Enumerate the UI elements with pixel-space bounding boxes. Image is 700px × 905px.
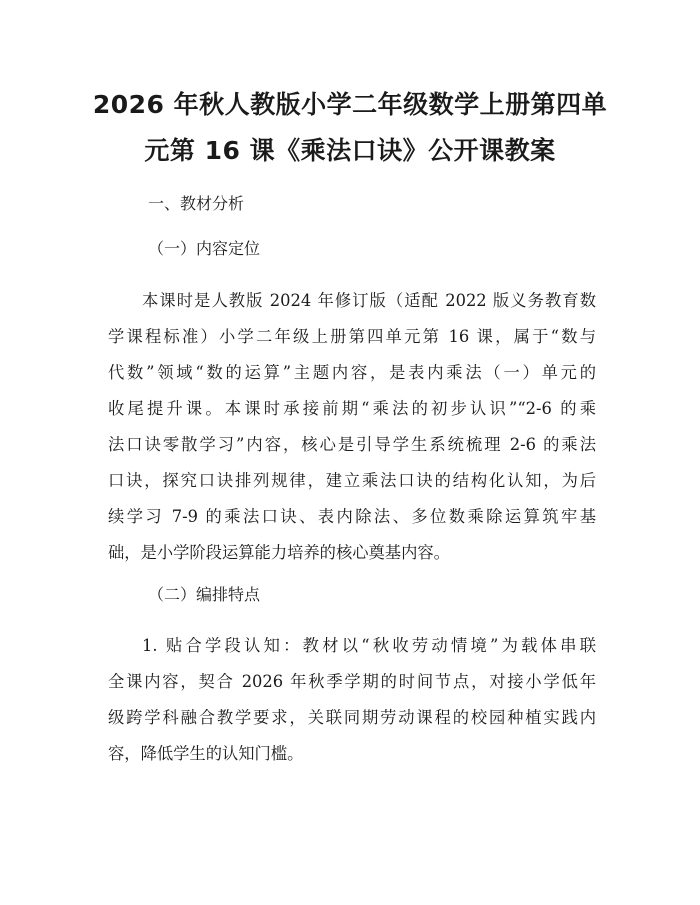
paragraph-line: 全课内容，契合 2026 年秋季学期的时间节点，对接小学低年 [108, 672, 596, 691]
document-title-line-1: 2026 年秋人教版小学二年级数学上册第四单 [92, 90, 608, 119]
paragraph-line: 础，是小学阶段运算能力培养的核心奠基内容。 [108, 543, 450, 562]
paragraph-line: 代数”领域“数的运算”主题内容，是表内乘法（一）单元的 [108, 363, 596, 382]
paragraph-line: 续学习 7-9 的乘法口诀、表内除法、多位数乘除运算筑牢基 [108, 507, 596, 526]
paragraph-line: 学课程标准）小学二年级上册第四单元第 16 课，属于“数与 [108, 327, 596, 346]
paragraph-line: 容，降低学生的认知门槛。 [108, 744, 304, 763]
paragraph-layout-features [108, 628, 596, 772]
subsection-heading-content-positioning: （一）内容定位 [148, 239, 261, 258]
document-title-line-2: 元第 16 课《乘法口诀》公开课教案 [144, 136, 556, 165]
paragraph-line: 口诀，探究口诀排列规律，建立乘法口诀的结构化认知，为后 [108, 471, 596, 490]
paragraph-line: 本课时是人教版 2024 年修订版（适配 2022 版义务教育数 [142, 291, 596, 310]
paragraph-line: 法口诀零散学习”内容，核心是引导学生系统梳理 2-6 的乘法 [108, 435, 596, 454]
paragraph-content-positioning [108, 283, 596, 571]
paragraph-line: 收尾提升课。本课时承接前期“乘法的初步认识”“2-6 的乘 [108, 399, 596, 418]
paragraph-line: 级跨学科融合教学要求，关联同期劳动课程的校园种植实践内 [108, 708, 596, 727]
section-heading-textbook-analysis: 一、教材分析 [148, 194, 245, 213]
subsection-heading-layout-features: （二）编排特点 [148, 585, 261, 604]
paragraph-line: 1. 贴合学段认知：教材以“秋收劳动情境”为载体串联 [142, 636, 596, 655]
